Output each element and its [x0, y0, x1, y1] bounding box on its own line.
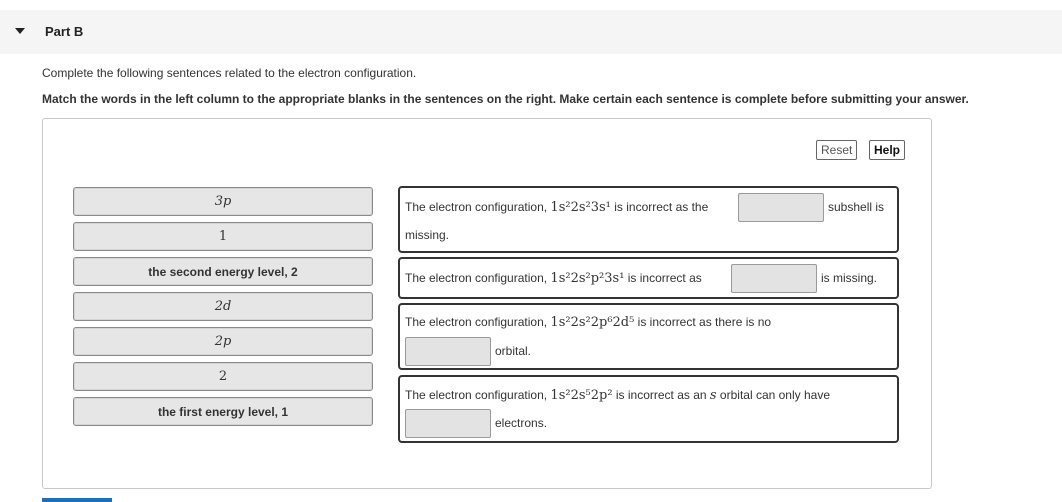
- answer-blank-3[interactable]: [405, 337, 491, 366]
- sentence-box-2: [398, 257, 899, 299]
- word-label: 2d: [214, 299, 232, 314]
- config-4: 1s²2s⁵2p²: [550, 388, 613, 403]
- word-label: the second energy level, 2: [148, 264, 298, 279]
- sentence-1-suffix: subshell is: [828, 200, 885, 214]
- word-tile[interactable]: [73, 257, 373, 286]
- instructions-text: Match the words in the left column to the appropriate blanks in the sentences on the right. Make certain each sentence is complete before submitting your answer.: [42, 92, 969, 106]
- config-1: 1s²2s²3s¹: [550, 200, 611, 215]
- word-tile[interactable]: [73, 327, 373, 356]
- word-label: 3p: [214, 194, 232, 209]
- part-title: Part B: [45, 24, 84, 39]
- sentence-4-suffix: electrons.: [495, 416, 548, 430]
- word-label: 1: [218, 229, 228, 244]
- sentence-box-1: [398, 186, 899, 253]
- config-2: 1s²2s²p²3s¹: [550, 271, 625, 286]
- sentence-2-line-1: The electron configuration, 1s²2s²p²3s¹ is incorrect as: [405, 271, 702, 286]
- sentence-3-suffix: orbital.: [495, 344, 532, 358]
- part-header[interactable]: [0, 10, 1062, 54]
- sentence-4-line-1: The electron configuration, 1s²2s⁵2p² is incorrect as an s orbital can only have: [405, 388, 830, 403]
- word-label: 2p: [214, 334, 232, 349]
- sentence-1-line-1: The electron configuration, 1s²2s²3s¹ is incorrect as the: [405, 200, 709, 215]
- word-tile[interactable]: [73, 187, 373, 216]
- word-tile[interactable]: [73, 222, 373, 251]
- answer-blank-4[interactable]: [405, 409, 491, 438]
- answer-blank-2[interactable]: [731, 264, 817, 293]
- sentence-2-suffix: is missing.: [821, 271, 878, 285]
- sentence-3-line-1: The electron configuration, 1s²2s²2p⁶2d⁵ is incorrect as there is no: [405, 315, 772, 330]
- sentence-1-line-2: missing.: [405, 228, 450, 242]
- answer-blank-1[interactable]: [738, 193, 824, 222]
- word-label: 2: [218, 369, 228, 384]
- intro-text: Complete the following sentences related to the electron configuration.: [42, 66, 417, 80]
- collapse-caret-icon[interactable]: [15, 28, 25, 34]
- reset-button[interactable]: Reset: [816, 140, 857, 160]
- sentence-box-4: [398, 375, 899, 443]
- config-3: 1s²2s²2p⁶2d⁵: [550, 315, 635, 330]
- word-tile[interactable]: [73, 292, 373, 321]
- sentence-box-3: [398, 303, 899, 370]
- word-tile[interactable]: [73, 362, 373, 391]
- help-button[interactable]: Help: [869, 140, 905, 160]
- word-label: the first energy level, 1: [157, 404, 289, 419]
- submit-button-edge[interactable]: [42, 498, 112, 502]
- word-tile[interactable]: [73, 397, 373, 426]
